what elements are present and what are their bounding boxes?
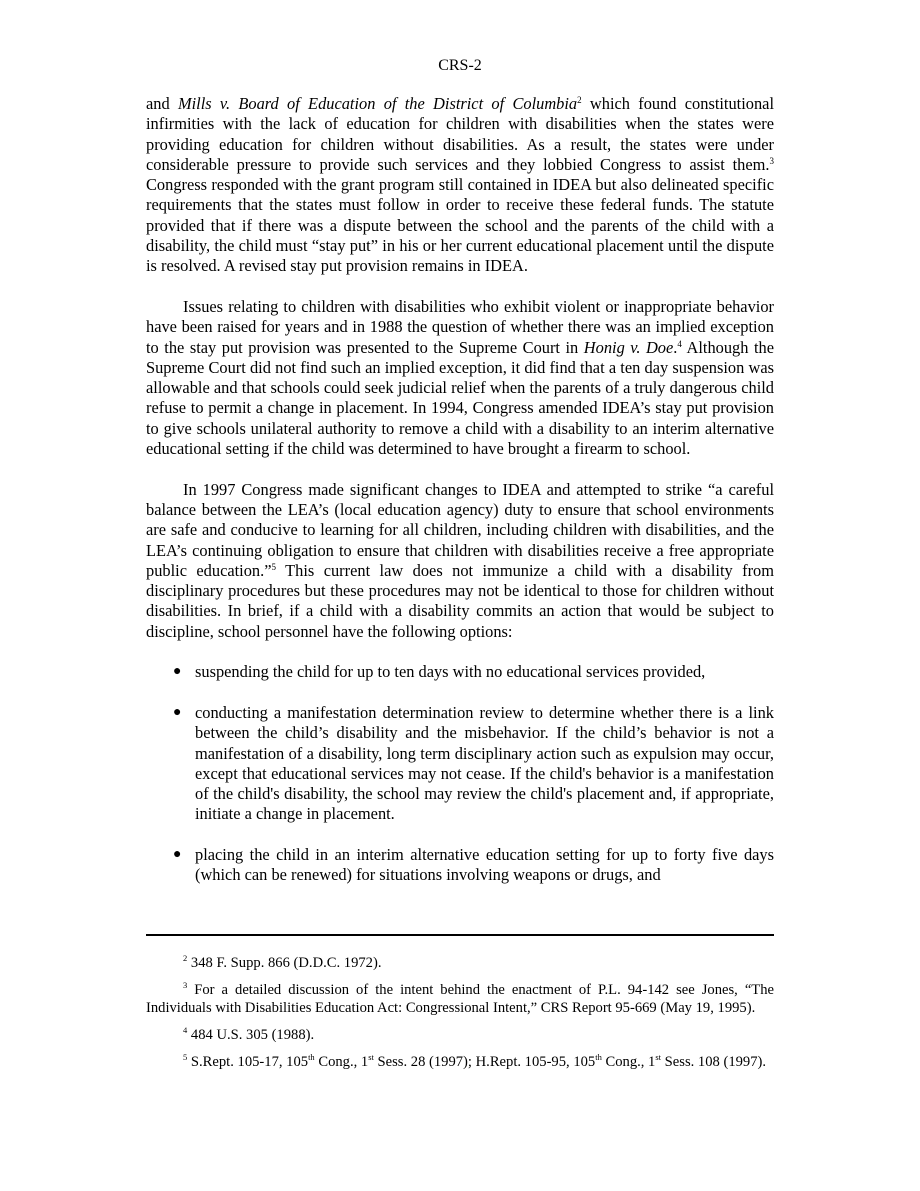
list-item-text: suspending the child for up to ten days with no educational services provided,: [195, 662, 706, 682]
bullet-icon: ●: [173, 664, 182, 680]
ordinal-suffix: th: [308, 1052, 315, 1062]
paragraph-1-text-a: which found constitutional infirmities with the lack of education for children with disabilities when the states were providing education for children without disabilities. As a result, the states were under considerable pressure to provide such services and they lobbied Congress to assist them.: [146, 94, 775, 174]
footnote-2: [146, 954, 774, 972]
paragraph-2: [146, 297, 774, 459]
paragraph-3: [146, 480, 774, 642]
list-item: [146, 662, 774, 682]
paragraph-1: [146, 94, 774, 277]
footnote-ref-4: 4: [677, 338, 682, 349]
paragraph-2-text-a: Issues relating to children with disabilities who exhibit violent or inappropriate behavior have been raised for years and in 1988 the question of whether there was an implied exception to the stay put provision was presented to the Supreme Court in: [146, 296, 774, 357]
body-text: [146, 94, 774, 906]
footnote-number: 2: [183, 953, 188, 963]
paragraph-1-text-b: Congress responded with the grant program still contained in IDEA but also delineated specific requirements that the states must follow in order to receive these federal funds. The statute provided that if there was a dispute between the school and the parents of the child with a disability, the child must “stay put” in his or her current educational placement until the dispute is resolved. A revised stay put provision remains in IDEA.: [146, 175, 774, 276]
ordinal-suffix: th: [595, 1052, 602, 1062]
footnote-ref-5: 5: [271, 561, 276, 572]
ordinal-suffix: st: [368, 1052, 374, 1062]
bullet-icon: ●: [173, 846, 182, 862]
footnote-number: 3: [183, 980, 188, 990]
footnote-divider: [146, 934, 774, 936]
footnote-ref-3: 3: [769, 155, 774, 166]
paragraph-2-text-b: Although the Supreme Court did not find such an implied exception, it did find that a ten day suspension was allowable and that schools could seek judicial relief when the parents of a truly dangerous child refuse to permit a change in placement. In 1994, Congress amended IDEA’s stay put provision to give schools unilateral authority to remove a child with a disability to an interim alternative educational setting if the child was determined to have brought a firearm to school.: [146, 337, 774, 459]
footnotes: [146, 954, 774, 1080]
list-item-text: conducting a manifestation determination review to determine whether there is a link between the child’s disability and the misbehavior. If the child’s behavior is not a manifestation of a disability, long term disciplinary action such as expulsion may occur, except that educational services may not cease. If the child's behavior is a manifestation of the child's disability, the school may review the child's placement and, if appropriate, initiate a change in placement.: [195, 702, 774, 824]
footnote-5: [146, 1053, 774, 1071]
case-name-honig: Honig v. Doe: [583, 337, 674, 357]
list-item: [146, 703, 774, 825]
footnote-number: 5: [183, 1052, 188, 1062]
footnote-text-e: Sess. 108 (1997).: [661, 1054, 767, 1070]
list-item-text: placing the child in an interim alternative education setting for up to forty five days (which can be renewed) for situations involving weapons or drugs, and: [195, 844, 774, 885]
footnote-text-c: Sess. 28 (1997); H.Rept. 105-95, 105: [373, 1054, 596, 1070]
footnote-3: [146, 981, 774, 1017]
paragraph-1-lead: and: [146, 94, 178, 113]
footnote-text-b: Cong., 1: [314, 1054, 369, 1070]
page-header: CRS-2: [438, 57, 482, 74]
paragraph-2-dot: .: [673, 337, 678, 357]
options-list: [146, 662, 774, 885]
footnote-text: For a detailed discussion of the intent behind the enactment of P.L. 94-142 see Jones, “The Individuals with Disabilities Education Act: Congressional Intent,” CRS Report 95-669 (May 19, 1995).: [146, 982, 774, 1016]
case-name-mills: Mills v. Board of Education of the District of Columbia: [177, 94, 578, 113]
footnote-text: 348 F. Supp. 866 (D.D.C. 1972).: [187, 955, 382, 971]
footnote-text-d: Cong., 1: [601, 1054, 656, 1070]
footnote-number: 4: [183, 1025, 188, 1035]
list-item: [146, 845, 774, 886]
ordinal-suffix: st: [655, 1052, 662, 1062]
paragraph-3-text-b: This current law does not immunize a child with a disability from disciplinary procedures but these procedures may not be identical to those for children without disabilities. In brief, if a child with a disability commits an action that would be subject to discipline, school personnel have the following options:: [146, 560, 774, 641]
footnote-ref-2: 2: [577, 95, 582, 105]
paragraph-3-text-a: In 1997 Congress made significant changes to IDEA and attempted to strike “a careful balance between the LEA’s (local education agency) duty to ensure that school environments are safe and conducive to learning for all children, including children with disabilities, and the LEA’s continuing obligation to ensure that children with disabilities receive a free appropriate public education.”: [146, 479, 774, 580]
footnote-text: 484 U.S. 305 (1988).: [187, 1027, 315, 1043]
footnote-4: [146, 1026, 774, 1044]
footnote-text-a: S.Rept. 105-17, 105: [187, 1054, 309, 1070]
bullet-icon: ●: [173, 704, 182, 720]
